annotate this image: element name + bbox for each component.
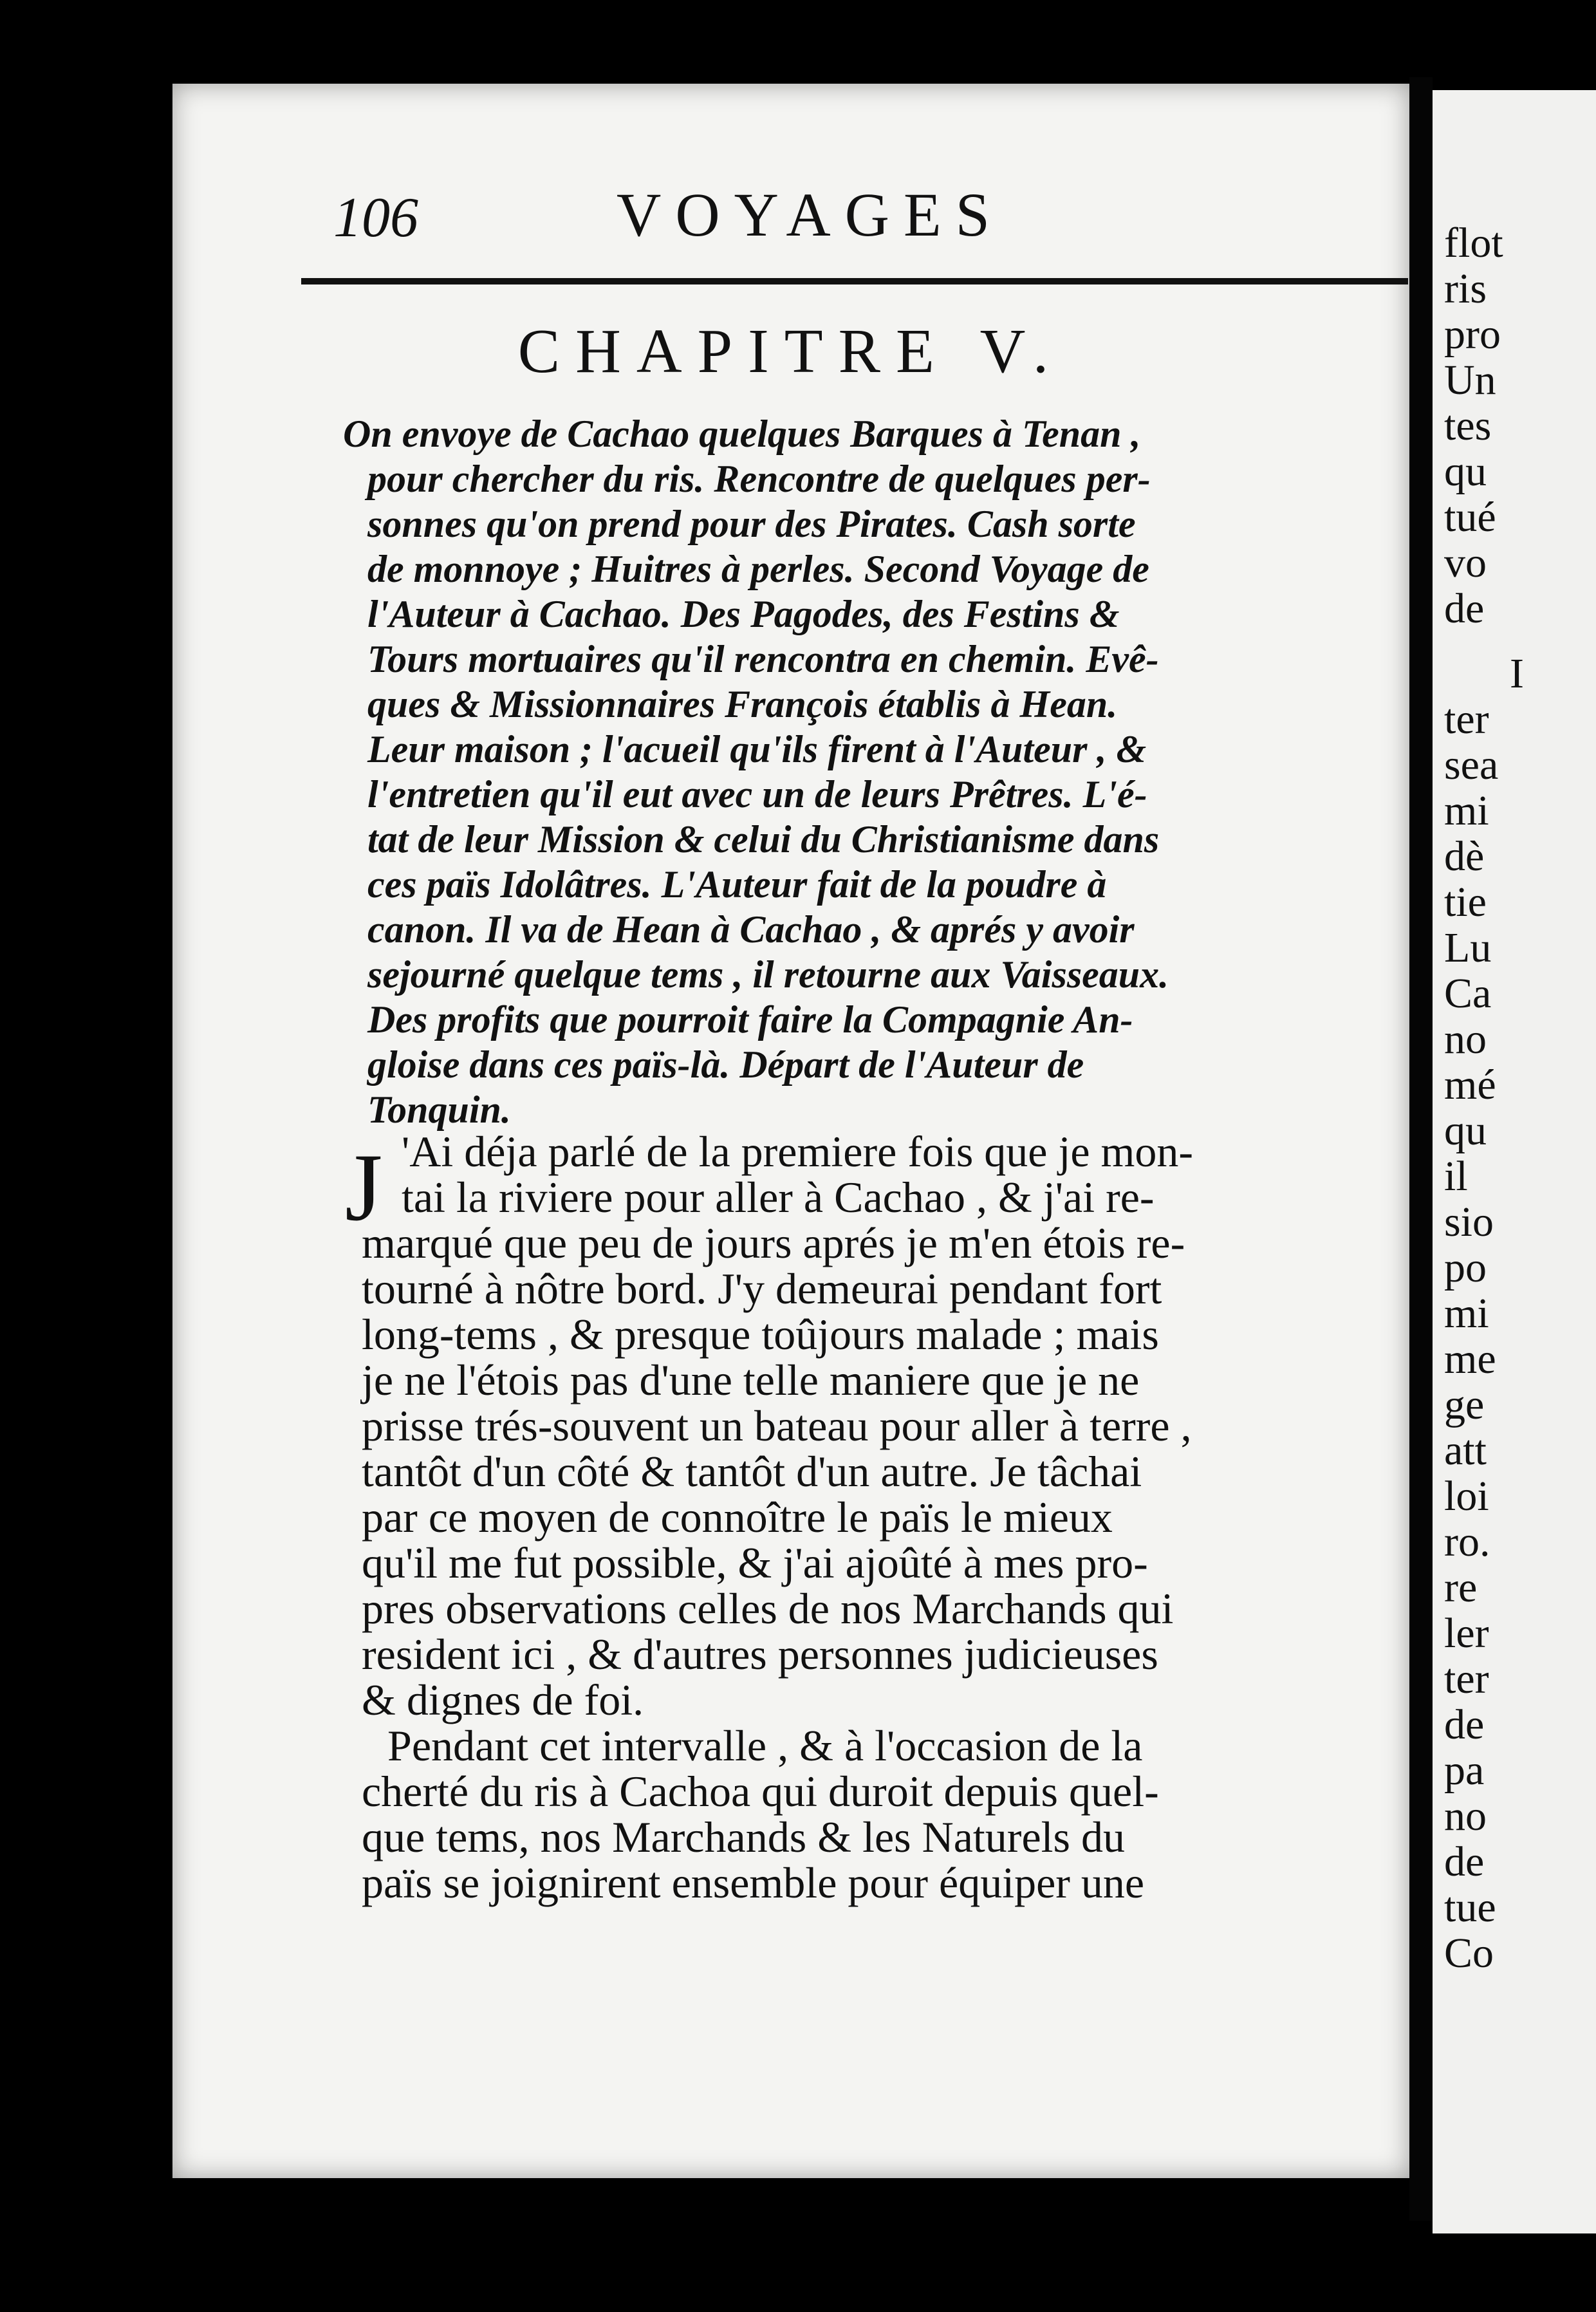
body-line: prisse trés-souvent un bateau pour aller à terre , [362,1401,1192,1450]
facing-page-fragment: ris [1444,265,1487,312]
body-line: 'Ai déja parlé de la premiere fois que je mon- [402,1127,1194,1176]
facing-page-fragment: po [1444,1244,1487,1291]
binding-gutter [1409,77,1433,2221]
facing-page-fragment: Un [1444,357,1496,404]
body-line: qu'il me fut possible, & j'ai ajoûté à mes pro- [362,1538,1148,1587]
body-line: païs se joignirent ensemble pour équiper une [362,1858,1145,1907]
summary-line: sejourné quelque tems , il retourne aux Vaisseaux. [367,953,1169,996]
facing-page-fragment: vo [1444,539,1487,586]
summary-line: Tours mortuaires qu'il rencontra en chemin. Evê- [367,638,1159,680]
facing-page-fragment: no [1444,1016,1487,1063]
summary-line: Tonquin. [367,1088,511,1131]
body-line: & dignes de foi. [362,1675,644,1724]
summary-line: On envoye de Cachao quelques Barques à Tenan , [343,413,1141,455]
facing-page-fragment: re [1444,1564,1478,1611]
body-line: cherté du ris à Cachoa qui duroit depuis quel- [362,1767,1159,1816]
summary-line: l'entretien qu'il eut avec un de leurs Prêtres. L'é- [367,773,1147,816]
summary-line: pour chercher du ris. Rencontre de quelques per- [367,458,1151,500]
facing-page-fragment: att [1444,1427,1487,1474]
facing-page-fragment: mé [1444,1061,1496,1108]
facing-page-fragment: tué [1444,494,1496,541]
body-line: par ce moyen de connoître le païs le mieux [362,1493,1113,1542]
facing-page-fragment: pa [1444,1747,1485,1794]
body-line: tai la riviere pour aller à Cachao , & j'ai re- [402,1173,1155,1222]
body-line: je ne l'étois pas d'une telle maniere que je ne [362,1356,1140,1404]
facing-page-fragment: mi [1444,1290,1489,1337]
chapter-title: CHAPITRE V. [517,317,1064,386]
header-rule [301,278,1408,284]
facing-page-fragment: loi [1444,1473,1489,1520]
summary-line: Des profits que pourroit faire la Compagnie An- [367,998,1133,1041]
facing-page-edge [1433,90,1596,2233]
facing-page-fragment: ter [1444,1655,1489,1702]
facing-page-fragment: dè [1444,833,1485,880]
body-line: resident ici , & d'autres personnes judicieuses [362,1630,1158,1679]
facing-page-fragment: de [1444,1838,1485,1885]
facing-page-fragment: mi [1444,787,1489,834]
summary-line: sonnes qu'on prend pour des Pirates. Cash sorte [367,503,1136,545]
facing-page-fragment: qu [1444,1107,1487,1154]
facing-page-fragment: flot [1444,219,1503,266]
facing-page-fragment: ter [1444,696,1489,743]
facing-page-fragment: qu [1444,448,1487,495]
body-line: tourné à nôtre bord. J'y demeurai pendant fort [362,1264,1162,1313]
facing-page-fragment: Ca [1444,970,1492,1017]
running-title: VOYAGES [617,180,1005,249]
running-head [172,179,1409,256]
summary-line: gloise dans ces païs-là. Départ de l'Auteur de [367,1043,1084,1086]
facing-page-fragment: sio [1444,1198,1494,1245]
facing-page-fragment: tue [1444,1884,1496,1931]
summary-line: l'Auteur à Cachao. Des Pagodes, des Festins & [367,593,1120,635]
summary-line: de monnoye ; Huitres à perles. Second Voyage de [367,548,1149,590]
facing-page-fragment: de [1444,1701,1485,1748]
facing-page-fragment: ge [1444,1381,1485,1428]
page-number: 106 [333,187,418,249]
facing-page-fragment: sea [1444,741,1499,788]
facing-page-fragment: ler [1444,1610,1489,1657]
facing-page-fragment: pro [1444,311,1501,358]
body-line: que tems, nos Marchands & les Naturels du [362,1813,1125,1861]
left-page [172,84,1409,2178]
facing-page-fragment: ro. [1444,1518,1490,1565]
facing-page-fragment: tie [1444,879,1487,926]
drop-cap: J [345,1134,383,1241]
facing-page-fragment: no [1444,1793,1487,1840]
facing-page-fragment: tes [1444,402,1492,449]
body-line: marqué que peu de jours aprés je m'en étois re- [362,1218,1185,1267]
facing-page-fragment: Lu [1444,924,1492,971]
facing-page-fragment: I [1510,650,1524,697]
facing-page-fragment: me [1444,1336,1496,1383]
facing-page-fragment: de [1444,585,1485,632]
body-line: tantôt d'un côté & tantôt d'un autre. Je tâchai [362,1447,1142,1496]
facing-page-fragment: Co [1444,1930,1494,1977]
summary-line: ces païs Idolâtres. L'Auteur fait de la poudre à [367,863,1107,906]
summary-line: tat de leur Mission & celui du Christianisme dans [367,818,1160,861]
facing-page-fragment: il [1444,1153,1468,1200]
summary-line: Leur maison ; l'acueil qu'ils firent à l'Auteur , & [367,728,1147,770]
body-line: long-tems , & presque toûjours malade ; mais [362,1310,1159,1359]
summary-line: canon. Il va de Hean à Cachao , & aprés y avoir [367,908,1135,951]
body-line: Pendant cet intervalle , & à l'occasion de la [387,1721,1143,1770]
body-line: pres observations celles de nos Marchands qui [362,1584,1174,1633]
summary-line: ques & Missionnaires François établis à Hean. [367,683,1118,725]
